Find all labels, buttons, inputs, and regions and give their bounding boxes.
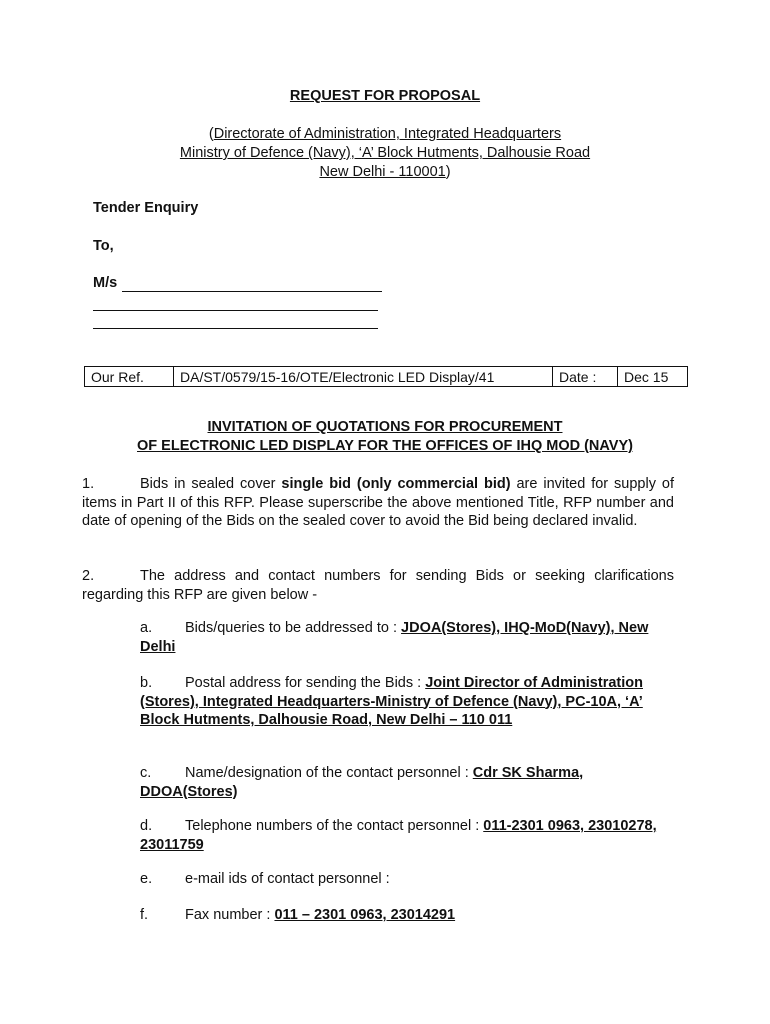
- item-c: [140, 764, 670, 801]
- para2-number: 2.: [82, 568, 95, 584]
- reference-table: [84, 366, 688, 387]
- heading-line-1: INVITATION OF QUOTATIONS FOR PROCUREMENT: [207, 419, 563, 435]
- addressee-line-1: [122, 291, 382, 292]
- to-label: To,: [93, 238, 114, 254]
- item-a-letter: a.: [140, 620, 153, 636]
- item-d-value: 011-2301 0963, 23010278, 23011759: [140, 818, 657, 853]
- item-f-value: 011 – 2301 0963, 23014291: [274, 907, 456, 923]
- address-line-3: New Delhi - 110001: [319, 164, 446, 180]
- item-c-value: Cdr SK Sharma, DDOA(Stores): [140, 765, 584, 800]
- item-c-text: Name/designation of the contact personnel :: [185, 765, 473, 781]
- address-line-1: Directorate of Administration, Integrated Headquarters: [213, 126, 562, 142]
- address-open-paren: (: [208, 126, 214, 142]
- ms-label: M/s: [93, 275, 118, 291]
- item-b-letter: b.: [140, 675, 153, 691]
- item-d-letter: d.: [140, 818, 153, 834]
- heading-line-2: OF ELECTRONIC LED DISPLAY FOR THE OFFICES OF IHQ MOD (NAVY): [137, 438, 633, 454]
- address-line-2: Ministry of Defence (Navy), ‘A’ Block Hutments, Dalhousie Road: [179, 145, 591, 161]
- date-value: Dec 15: [618, 367, 688, 387]
- item-a: [140, 619, 670, 656]
- para1-pre: Bids in sealed cover: [140, 476, 282, 492]
- item-b-value: Joint Director of Administration (Stores), Integrated Headquarters-Ministry of Defence (Navy), PC-10A, ‘A’ Block Hutments, Dalhousie Road, New Delhi – 110 011: [140, 675, 643, 728]
- invitation-heading: [0, 418, 770, 456]
- para1-bold: single bid (only commercial bid): [281, 476, 511, 492]
- item-c-letter: c.: [140, 765, 152, 781]
- item-a-text: Bids/queries to be addressed to :: [185, 620, 402, 636]
- paragraph-2: [82, 567, 674, 604]
- addressee-line-2: [93, 310, 378, 311]
- paragraph-1: [82, 475, 674, 531]
- address-block: [0, 125, 770, 182]
- para1-number: 1.: [82, 476, 95, 492]
- item-e-text: e-mail ids of contact personnel :: [185, 871, 390, 887]
- item-b: [140, 674, 670, 730]
- item-e: [140, 870, 670, 889]
- item-e-letter: e.: [140, 871, 153, 887]
- ref-value: DA/ST/0579/15-16/OTE/Electronic LED Display/41: [174, 367, 553, 387]
- para2-text: The address and contact numbers for sending Bids or seeking clarifications regarding this RFP are given below -: [82, 568, 674, 603]
- para1-post: are invited for supply of items in Part II of this RFP. Please superscribe the above mentioned Title, RFP number and date of opening of the Bids on the sealed cover to avoid the Bid being declared invalid.: [82, 476, 674, 529]
- tender-enquiry-label: Tender Enquiry: [93, 200, 199, 216]
- item-a-value: JDOA(Stores), IHQ-MoD(Navy), New Delhi: [140, 620, 649, 655]
- document-title: REQUEST FOR PROPOSAL: [289, 88, 481, 104]
- item-f-letter: f.: [140, 907, 149, 923]
- item-d-text: Telephone numbers of the contact personnel :: [185, 818, 484, 834]
- address-close-paren: ): [445, 164, 451, 180]
- item-f: [140, 906, 670, 925]
- item-b-text: Postal address for sending the Bids :: [185, 675, 426, 691]
- date-label: Date :: [553, 367, 618, 387]
- item-f-text: Fax number :: [185, 907, 275, 923]
- ref-label: Our Ref.: [85, 367, 174, 387]
- addressee-line-3: [93, 328, 378, 329]
- item-d: [140, 817, 670, 854]
